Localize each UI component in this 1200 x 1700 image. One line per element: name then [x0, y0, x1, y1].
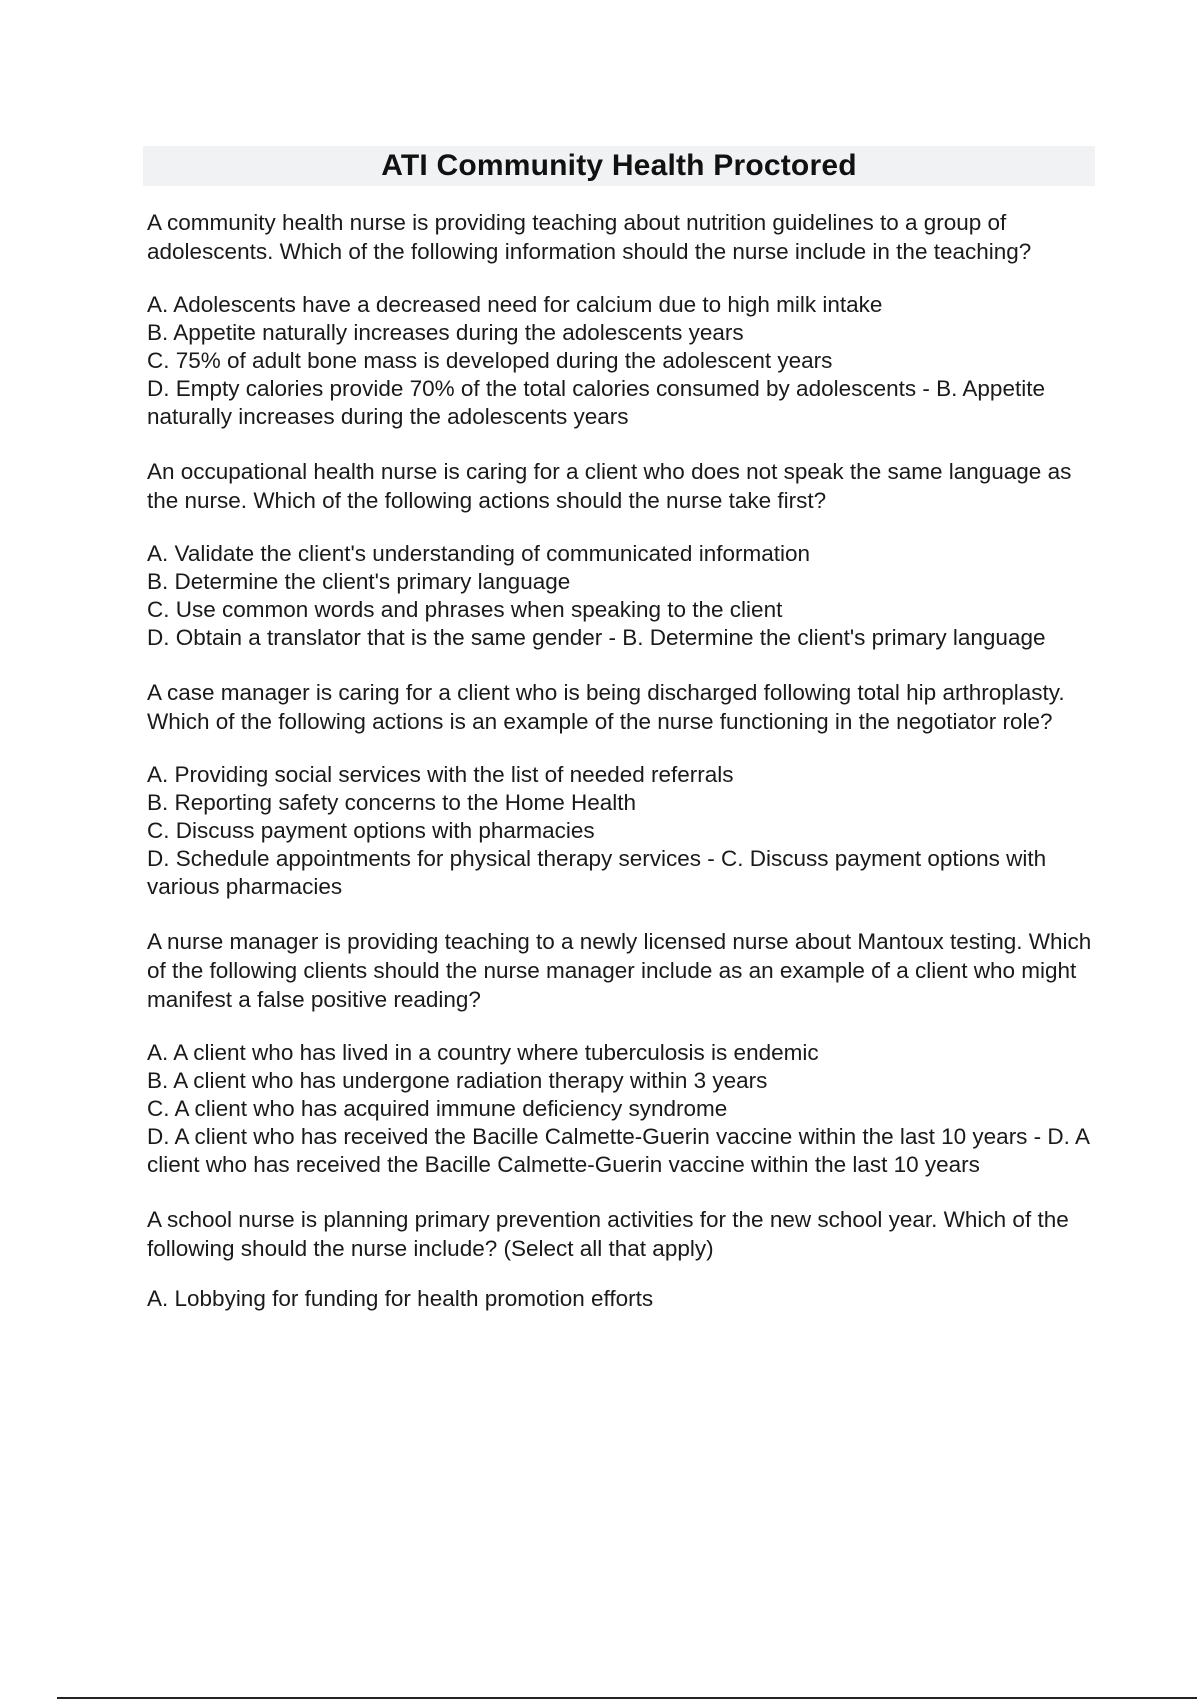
question-1 [147, 208, 1097, 431]
question-stem: A community health nurse is providing teaching about nutrition guidelines to a group of adolescents. Which of the following information should the nurse include in the teaching? [147, 210, 1032, 264]
option-list [147, 761, 1097, 901]
option-c: C. Discuss payment options with pharmacies [147, 818, 595, 843]
option-list [147, 1039, 1097, 1179]
option-d: D. A client who has received the Bacille Calmette-Guerin vaccine within the last 10 years - D. A client who has received the Bacille Calmette-Guerin vaccine within the last 10 years [147, 1124, 1089, 1177]
option-b: B. Reporting safety concerns to the Home Health [147, 790, 637, 815]
question-5 [147, 1205, 1097, 1313]
option-d: D. Empty calories provide 70% of the total calories consumed by adolescents - B. Appetite naturally increases during the adolescents years [147, 376, 1045, 429]
option-c: C. Use common words and phrases when speaking to the client [147, 597, 783, 622]
question-stem: A school nurse is planning primary prevention activities for the new school year. Which of the following should the nurse include? (Select all that apply) [147, 1207, 1069, 1261]
question-4 [147, 927, 1097, 1179]
option-list [147, 291, 1097, 431]
option-list [147, 540, 1097, 652]
option-c: C. 75% of adult bone mass is developed during the adolescent years [147, 348, 833, 373]
option-b: B. Determine the client's primary language [147, 569, 571, 594]
option-list [147, 1285, 1097, 1313]
option-b: B. Appetite naturally increases during the adolescents years [147, 320, 744, 345]
question-2 [147, 457, 1097, 652]
title-bar [143, 146, 1095, 186]
option-a: A. A client who has lived in a country where tuberculosis is endemic [147, 1040, 819, 1065]
option-a: A. Lobbying for funding for health promotion efforts [147, 1286, 654, 1311]
page-bottom-rule [57, 1697, 1197, 1699]
question-stem: A nurse manager is providing teaching to a newly licensed nurse about Mantoux testing. Which of the following clients should the nurse manager include as an example of a client who might manifest a false positive reading? [147, 929, 1092, 1012]
question-3 [147, 678, 1097, 901]
document-title: ATI Community Health Proctored [381, 149, 857, 182]
option-a: A. Validate the client's understanding of communicated information [147, 541, 811, 566]
option-d: D. Schedule appointments for physical therapy services - C. Discuss payment options with various pharmacies [147, 846, 1047, 899]
question-stem: An occupational health nurse is caring for a client who does not speak the same language as the nurse. Which of the following actions should the nurse take first? [147, 459, 1072, 513]
option-a: A. Adolescents have a decreased need for calcium due to high milk intake [147, 292, 883, 317]
question-stem: A case manager is caring for a client who is being discharged following total hip arthroplasty. Which of the following actions is an example of the nurse functioning in the negotiator role? [147, 680, 1065, 734]
option-d: D. Obtain a translator that is the same gender - B. Determine the client's primary language [147, 625, 1046, 650]
document-body [147, 208, 1097, 1339]
option-b: B. A client who has undergone radiation therapy within 3 years [147, 1068, 768, 1093]
option-a: A. Providing social services with the list of needed referrals [147, 762, 734, 787]
option-c: C. A client who has acquired immune deficiency syndrome [147, 1096, 728, 1121]
